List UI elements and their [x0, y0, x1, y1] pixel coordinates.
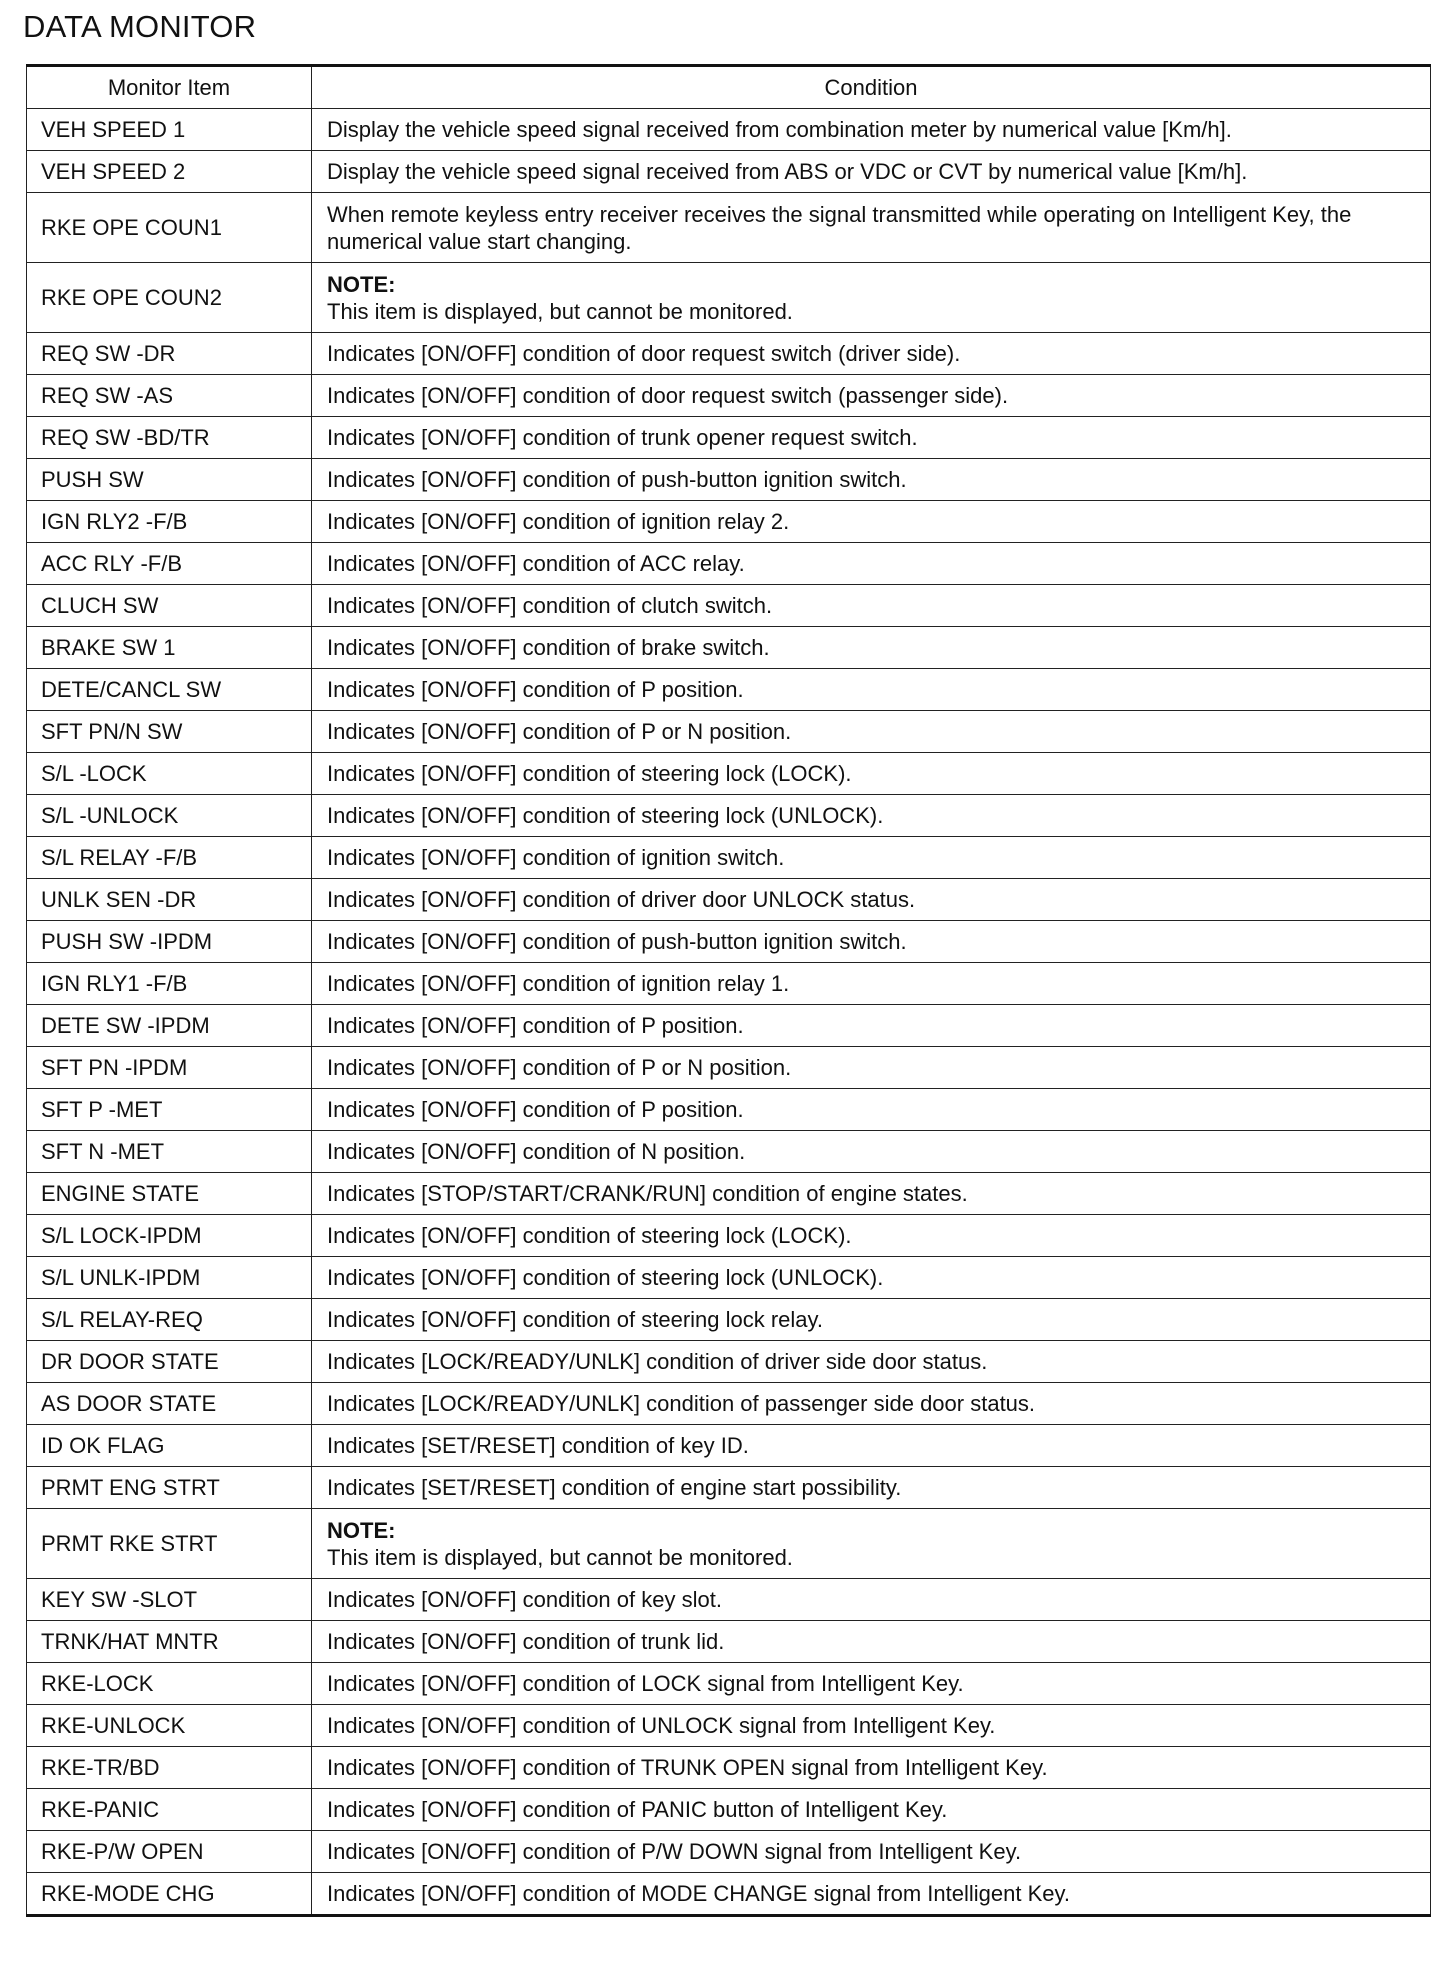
monitor-item-cell: SFT PN -IPDM: [27, 1047, 312, 1089]
column-header-condition: Condition: [312, 66, 1431, 109]
monitor-item-cell: REQ SW -BD/TR: [27, 417, 312, 459]
monitor-item-cell: RKE OPE COUN1: [27, 193, 312, 263]
condition-cell: Indicates [ON/OFF] condition of door request switch (passenger side).: [312, 375, 1431, 417]
condition-cell: Indicates [ON/OFF] condition of LOCK signal from Intelligent Key.: [312, 1663, 1431, 1705]
condition-cell: Indicates [ON/OFF] condition of P position.: [312, 669, 1431, 711]
condition-cell: Indicates [ON/OFF] condition of clutch switch.: [312, 585, 1431, 627]
table-row: [27, 543, 1431, 585]
table-row: [27, 1341, 1431, 1383]
table-row: [27, 1579, 1431, 1621]
monitor-item-cell: IGN RLY2 -F/B: [27, 501, 312, 543]
table-row: [27, 921, 1431, 963]
condition-cell: Indicates [ON/OFF] condition of ACC relay.: [312, 543, 1431, 585]
table-row: [27, 375, 1431, 417]
monitor-item-cell: PRMT ENG STRT: [27, 1467, 312, 1509]
note-label: NOTE:: [327, 271, 396, 297]
condition-cell: Indicates [ON/OFF] condition of door request switch (driver side).: [312, 333, 1431, 375]
condition-cell: Indicates [SET/RESET] condition of engine start possibility.: [312, 1467, 1431, 1509]
table-row: [27, 1047, 1431, 1089]
table-row: [27, 837, 1431, 879]
monitor-item-cell: ID OK FLAG: [27, 1425, 312, 1467]
condition-cell: Indicates [ON/OFF] condition of brake switch.: [312, 627, 1431, 669]
table-row: [27, 501, 1431, 543]
table-row: [27, 1299, 1431, 1341]
table-row: [27, 1705, 1431, 1747]
table-row: [27, 151, 1431, 193]
note-label: NOTE:: [327, 1517, 396, 1543]
table-row: [27, 1131, 1431, 1173]
table-row: [27, 795, 1431, 837]
condition-cell: Indicates [ON/OFF] condition of UNLOCK signal from Intelligent Key.: [312, 1705, 1431, 1747]
table-row: [27, 1747, 1431, 1789]
condition-cell: Indicates [ON/OFF] condition of driver door UNLOCK status.: [312, 879, 1431, 921]
condition-text: This item is displayed, but cannot be monitored.: [327, 298, 793, 324]
monitor-item-cell: IGN RLY1 -F/B: [27, 963, 312, 1005]
table-row: [27, 585, 1431, 627]
monitor-item-cell: S/L RELAY -F/B: [27, 837, 312, 879]
table-row: [27, 1089, 1431, 1131]
condition-cell: Indicates [ON/OFF] condition of push-button ignition switch.: [312, 459, 1431, 501]
monitor-item-cell: RKE-LOCK: [27, 1663, 312, 1705]
monitor-item-cell: RKE-TR/BD: [27, 1747, 312, 1789]
condition-cell: Indicates [ON/OFF] condition of ignition relay 2.: [312, 501, 1431, 543]
table-row: [27, 1467, 1431, 1509]
condition-cell: Indicates [ON/OFF] condition of steering lock (UNLOCK).: [312, 1257, 1431, 1299]
condition-cell: Indicates [ON/OFF] condition of push-button ignition switch.: [312, 921, 1431, 963]
condition-cell: Indicates [ON/OFF] condition of P position.: [312, 1005, 1431, 1047]
condition-cell: Indicates [ON/OFF] condition of trunk opener request switch.: [312, 417, 1431, 459]
table-row: [27, 669, 1431, 711]
condition-cell: Display the vehicle speed signal received from ABS or VDC or CVT by numerical value [Km/h].: [312, 151, 1431, 193]
monitor-item-cell: ENGINE STATE: [27, 1173, 312, 1215]
monitor-item-cell: BRAKE SW 1: [27, 627, 312, 669]
table-row: [27, 1789, 1431, 1831]
condition-cell: Indicates [ON/OFF] condition of N position.: [312, 1131, 1431, 1173]
condition-cell: Indicates [ON/OFF] condition of key slot.: [312, 1579, 1431, 1621]
monitor-item-cell: S/L -LOCK: [27, 753, 312, 795]
monitor-item-cell: SFT P -MET: [27, 1089, 312, 1131]
monitor-item-cell: RKE-MODE CHG: [27, 1873, 312, 1916]
monitor-item-cell: VEH SPEED 2: [27, 151, 312, 193]
table-body: [27, 109, 1431, 1916]
condition-cell: Indicates [ON/OFF] condition of ignition relay 1.: [312, 963, 1431, 1005]
table-header-row: [27, 66, 1431, 109]
condition-cell: Indicates [ON/OFF] condition of MODE CHANGE signal from Intelligent Key.: [312, 1873, 1431, 1916]
monitor-item-cell: DETE SW -IPDM: [27, 1005, 312, 1047]
condition-cell: Display the vehicle speed signal received from combination meter by numerical value [Km/h].: [312, 109, 1431, 151]
condition-cell: Indicates [ON/OFF] condition of P or N position.: [312, 1047, 1431, 1089]
condition-cell: Indicates [ON/OFF] condition of steering lock relay.: [312, 1299, 1431, 1341]
condition-cell: Indicates [ON/OFF] condition of P or N position.: [312, 711, 1431, 753]
condition-cell: Indicates [ON/OFF] condition of steering lock (UNLOCK).: [312, 795, 1431, 837]
table-row: [27, 1173, 1431, 1215]
table-row: [27, 1425, 1431, 1467]
table-row: [27, 1005, 1431, 1047]
monitor-item-cell: REQ SW -AS: [27, 375, 312, 417]
table-row: [27, 879, 1431, 921]
condition-cell: Indicates [ON/OFF] condition of ignition switch.: [312, 837, 1431, 879]
monitor-item-cell: KEY SW -SLOT: [27, 1579, 312, 1621]
monitor-item-cell: PUSH SW -IPDM: [27, 921, 312, 963]
table-row: [27, 1663, 1431, 1705]
table-row: [27, 753, 1431, 795]
table-row: [27, 1873, 1431, 1916]
monitor-item-cell: TRNK/HAT MNTR: [27, 1621, 312, 1663]
condition-cell: Indicates [ON/OFF] condition of steering lock (LOCK).: [312, 753, 1431, 795]
monitor-item-cell: RKE-PANIC: [27, 1789, 312, 1831]
condition-cell: Indicates [SET/RESET] condition of key ID.: [312, 1425, 1431, 1467]
condition-cell: Indicates [ON/OFF] condition of P position.: [312, 1089, 1431, 1131]
table-row: [27, 263, 1431, 333]
condition-cell: Indicates [ON/OFF] condition of PANIC button of Intelligent Key.: [312, 1789, 1431, 1831]
condition-cell: Indicates [ON/OFF] condition of steering lock (LOCK).: [312, 1215, 1431, 1257]
condition-cell: Indicates [ON/OFF] condition of trunk lid.: [312, 1621, 1431, 1663]
condition-cell: [312, 263, 1431, 333]
monitor-item-cell: SFT N -MET: [27, 1131, 312, 1173]
table-row: [27, 1383, 1431, 1425]
page-title: DATA MONITOR: [23, 9, 257, 44]
condition-cell: Indicates [LOCK/READY/UNLK] condition of passenger side door status.: [312, 1383, 1431, 1425]
condition-cell: Indicates [ON/OFF] condition of P/W DOWN signal from Intelligent Key.: [312, 1831, 1431, 1873]
monitor-item-cell: REQ SW -DR: [27, 333, 312, 375]
condition-text: This item is displayed, but cannot be monitored.: [327, 1544, 793, 1570]
table-row: [27, 627, 1431, 669]
monitor-item-cell: PUSH SW: [27, 459, 312, 501]
table-row: [27, 193, 1431, 263]
monitor-item-cell: CLUCH SW: [27, 585, 312, 627]
monitor-item-cell: ACC RLY -F/B: [27, 543, 312, 585]
monitor-item-cell: RKE-UNLOCK: [27, 1705, 312, 1747]
monitor-item-cell: DETE/CANCL SW: [27, 669, 312, 711]
monitor-item-cell: S/L -UNLOCK: [27, 795, 312, 837]
condition-cell: Indicates [ON/OFF] condition of TRUNK OPEN signal from Intelligent Key.: [312, 1747, 1431, 1789]
table-row: [27, 1257, 1431, 1299]
monitor-item-cell: RKE OPE COUN2: [27, 263, 312, 333]
condition-cell: When remote keyless entry receiver receives the signal transmitted while operating on Intelligent Key, the numerical value start changing.: [312, 193, 1431, 263]
table-row: [27, 1215, 1431, 1257]
table-row: [27, 1509, 1431, 1579]
monitor-item-cell: UNLK SEN -DR: [27, 879, 312, 921]
monitor-item-cell: SFT PN/N SW: [27, 711, 312, 753]
table-row: [27, 963, 1431, 1005]
monitor-item-cell: VEH SPEED 1: [27, 109, 312, 151]
monitor-item-cell: DR DOOR STATE: [27, 1341, 312, 1383]
monitor-item-cell: AS DOOR STATE: [27, 1383, 312, 1425]
table-row: [27, 333, 1431, 375]
table-row: [27, 109, 1431, 151]
monitor-item-cell: RKE-P/W OPEN: [27, 1831, 312, 1873]
table-row: [27, 711, 1431, 753]
column-header-monitor-item: Monitor Item: [27, 66, 312, 109]
table-row: [27, 417, 1431, 459]
table-row: [27, 1621, 1431, 1663]
condition-cell: Indicates [LOCK/READY/UNLK] condition of driver side door status.: [312, 1341, 1431, 1383]
table-row: [27, 1831, 1431, 1873]
table-row: [27, 459, 1431, 501]
monitor-item-cell: S/L UNLK-IPDM: [27, 1257, 312, 1299]
monitor-item-cell: PRMT RKE STRT: [27, 1509, 312, 1579]
condition-cell: [312, 1509, 1431, 1579]
data-monitor-table: [26, 64, 1431, 1917]
monitor-item-cell: S/L RELAY-REQ: [27, 1299, 312, 1341]
condition-cell: Indicates [STOP/START/CRANK/RUN] condition of engine states.: [312, 1173, 1431, 1215]
monitor-item-cell: S/L LOCK-IPDM: [27, 1215, 312, 1257]
